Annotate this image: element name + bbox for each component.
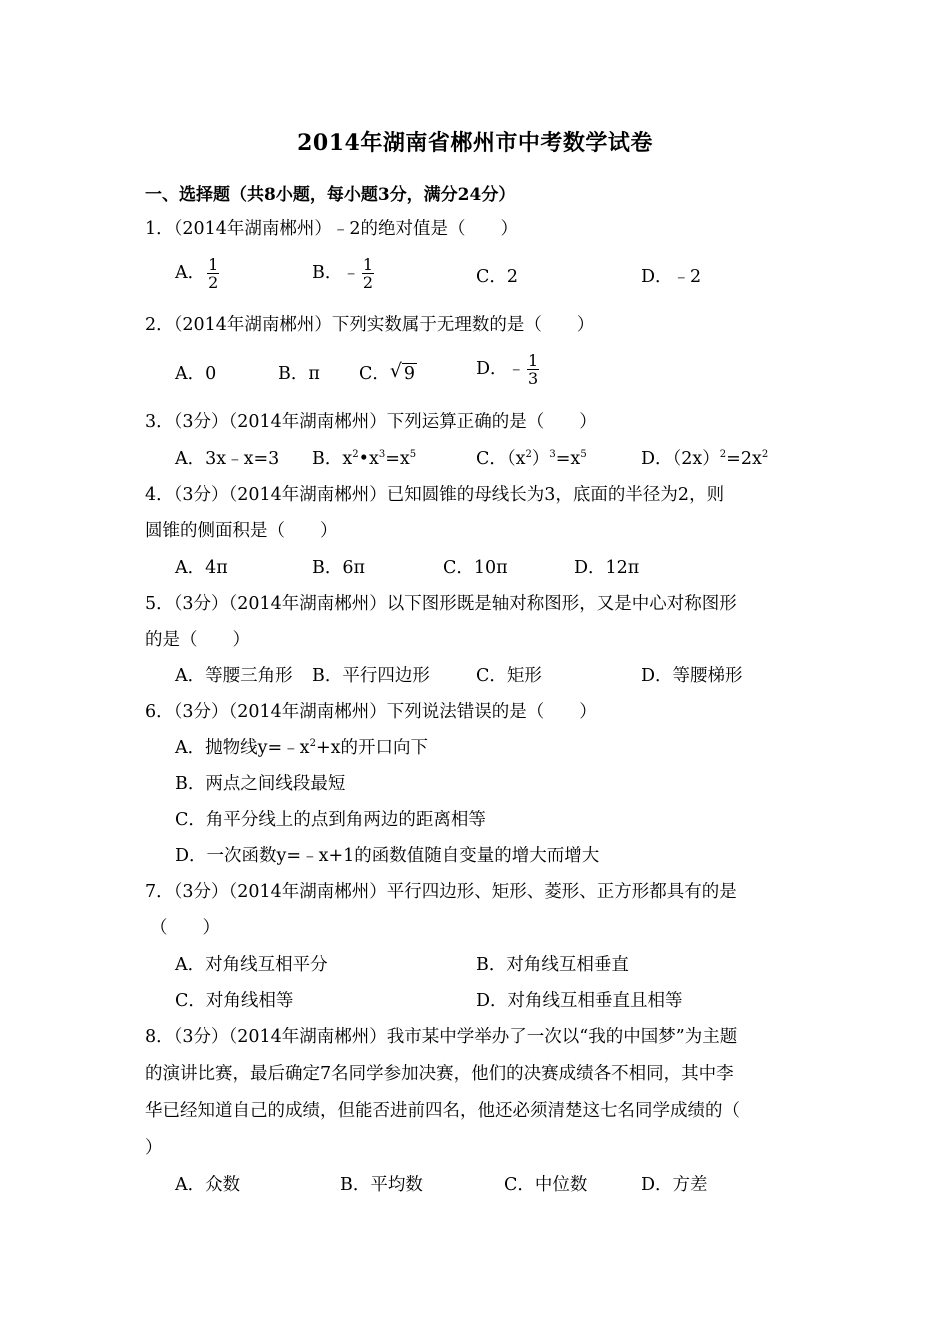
q1-option-d: D．﹣2	[641, 267, 702, 287]
page-title: 2014年湖南省郴州市中考数学试卷	[297, 130, 653, 156]
fraction: $\frac{1}{2}$	[208, 255, 219, 292]
q1-option-a: A． $\frac{1}{2}$	[175, 255, 219, 292]
q1-option-b: B．﹣ $\frac{1}{2}$	[312, 255, 374, 292]
q2-option-c: C． √ 9	[359, 360, 416, 384]
q2-option-b: B．π	[278, 364, 320, 384]
q7-option-d: D．对角线互相垂直且相等	[476, 991, 683, 1011]
q7-option-c: C．对角线相等	[175, 991, 294, 1011]
q2-option-a: A．0	[175, 364, 217, 384]
question-8-stem-line4: ）	[145, 1138, 163, 1158]
q5-option-b: B．平行四边形	[312, 666, 430, 686]
q3-option-b: B．$x^2•x^3=x^5$	[312, 449, 417, 469]
q3-option-a: A．3x﹣x=3	[175, 449, 280, 469]
question-7-stem-line1: 7．（3分）（2014年湖南郴州）平行四边形、矩形、菱形、正方形都具有的是	[145, 882, 737, 902]
question-2-stem: 2．（2014年湖南郴州）下列实数属于无理数的是（ ）	[145, 315, 595, 335]
q5-option-d: D．等腰梯形	[641, 666, 743, 686]
question-6-stem: 6．（3分）（2014年湖南郴州）下列说法错误的是（ ）	[145, 702, 597, 722]
q6-option-a: A．抛物线$y=﹣x^2+x$的开口向下	[175, 738, 428, 758]
question-7-stem-line2: （ ）	[150, 918, 220, 938]
question-8-stem-line1: 8．（3分）（2014年湖南郴州）我市某中学举办了一次以“我的中国梦”为主题	[145, 1027, 738, 1047]
question-3-stem: 3．（3分）（2014年湖南郴州）下列运算正确的是（ ）	[145, 412, 597, 432]
q6-option-d: D．一次函数y=﹣x+1的函数值随自变量的增大而增大	[175, 846, 600, 866]
square-root: √ 9	[389, 360, 416, 384]
q4-option-b: B．6π	[312, 558, 365, 578]
q4-option-a: A．4π	[175, 558, 228, 578]
q8-option-c: C．中位数	[504, 1175, 588, 1195]
q5-option-a: A．等腰三角形	[175, 666, 293, 686]
q8-option-a: A．众数	[175, 1175, 241, 1195]
question-4-stem-line1: 4．（3分）（2014年湖南郴州）已知圆锥的母线长为3，底面的半径为2，则	[145, 485, 725, 505]
question-8-stem-line3: 华已经知道自己的成绩，但能否进前四名，他还必须清楚这七名同学成绩的（	[145, 1101, 740, 1121]
q8-option-d: D．方差	[641, 1175, 708, 1195]
q4-option-d: D．12π	[574, 558, 640, 578]
q3-option-d: D．$(2x)^2=2x^2$	[641, 449, 769, 469]
question-1-stem: 1．（2014年湖南郴州）﹣2的绝对值是（ ）	[145, 219, 519, 239]
q4-option-c: C．10π	[443, 558, 508, 578]
fraction: $\frac{1}{3}$	[528, 351, 539, 388]
fraction: $\frac{1}{2}$	[362, 255, 374, 292]
question-4-stem-line2: 圆锥的侧面积是（ ）	[145, 521, 338, 541]
q6-option-b: B．两点之间线段最短	[175, 774, 346, 794]
q8-option-b: B．平均数	[340, 1175, 423, 1195]
q6-option-c: C．角平分线上的点到角两边的距离相等	[175, 810, 486, 830]
q3-option-c: C．$(x^2)^3=x^5$	[476, 449, 587, 469]
q1-option-c: C．2	[476, 267, 519, 287]
q7-option-b: B．对角线互相垂直	[476, 955, 629, 975]
q5-option-c: C．矩形	[476, 666, 542, 686]
question-8-stem-line2: 的演讲比赛，最后确定7名同学参加决赛，他们的决赛成绩各不相同，其中李	[145, 1064, 734, 1084]
question-5-stem-line1: 5．（3分）（2014年湖南郴州）以下图形既是轴对称图形，又是中心对称图形	[145, 594, 737, 614]
section-heading: 一、选择题（共8小题，每小题3分，满分24分）	[145, 185, 516, 205]
q7-option-a: A．对角线互相平分	[175, 955, 328, 975]
question-5-stem-line2: 的是（ ）	[145, 630, 250, 650]
q2-option-d: D．﹣ $\frac{1}{3}$	[476, 351, 539, 388]
